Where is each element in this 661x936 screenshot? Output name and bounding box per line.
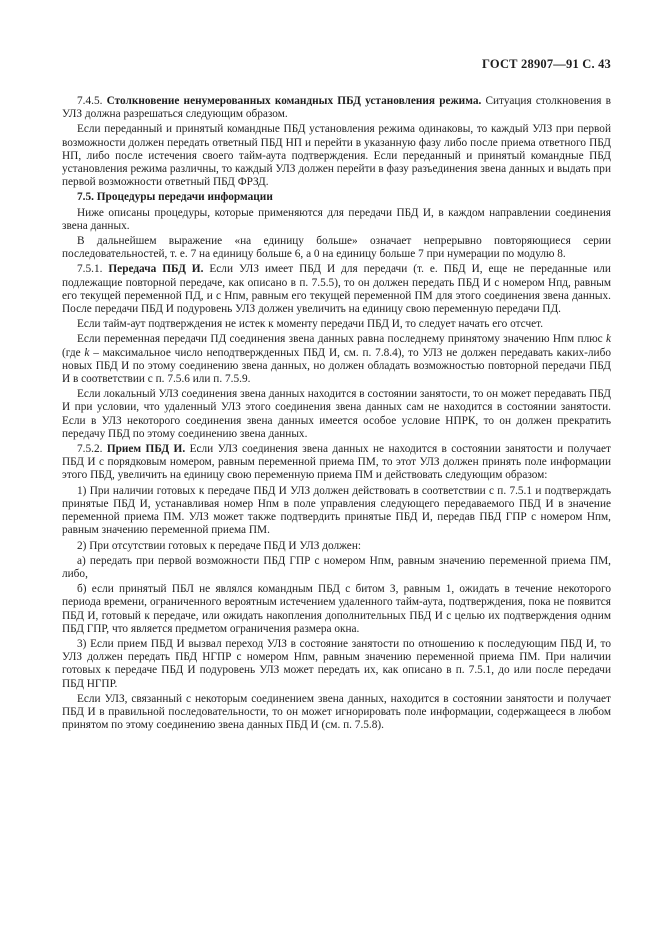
- clause-text: Если УЛЗ соединения звена данных не находится в состоянии занятости и получает ПБД И с порядковым номером, равным переменной приема ПМ, то этот УЛЗ должен принять поле информации этого ПБД, увеличить на единицу свою переменную приема ПМ и действовать следующим образом:: [62, 443, 611, 482]
- clause-title: Передача ПБД И.: [108, 263, 204, 276]
- paragraph: Если локальный УЛЗ соединения звена данных находится в состоянии занятости, то он может передавать ПБД И при условии, что удаленный УЛЗ этого соединения звена данных сам не находится в состоянии занятости. Если в УЛЗ некоторого соединения звена данных имеется особое условие НПРК, то он должен прекратить передачу ПБД по этому соединению звена данных.: [62, 388, 611, 440]
- paragraph: В дальнейшем выражение «на единицу больше» означает непрерывно повторяющиеся серии последовательностей, т. е. 7 на единицу больше 6, а 0 на единицу больше 7 при нумерации по модулю 8.: [62, 235, 611, 261]
- variable-k: k: [605, 333, 611, 346]
- paragraph-7-5-1: [62, 263, 611, 316]
- variable-k: k: [84, 346, 90, 359]
- paragraph: [62, 333, 611, 386]
- list-item-2b: б) если принятый ПБЛ не являлся командным ПБД с битом З, равным 1, ожидать в течение некоторого периода времени, ограниченного вероятным истечением удаленного тайм-аута, подтверждения, пока не появится ПБД И, готовый к передаче, или ожидать накопления дополнительных ПБД И с целью их подтверждения одним ПБД ГПР, что является предметом ограничения размера окна.: [62, 583, 611, 635]
- list-item-2a: а) передать при первой возможности ПБД ГПР с номером Нпм, равным значению переменной приема ПМ, либо,: [62, 554, 611, 580]
- paragraph-7-5-2: [62, 443, 611, 483]
- text-run: (где: [62, 346, 85, 359]
- paragraph: Если тайм-аут подтверждения не истек к моменту передачи ПБД И, то следует начать его отсчет.: [77, 318, 544, 331]
- text-run: Если переменная передачи ПД соединения звена данных равна последнему принятому значению Нпм плюс: [77, 333, 606, 346]
- paragraph: Если УЛЗ, связанный с некоторым соединением звена данных, находится в состоянии занятости и получает ПБД И в правильной последовательности, то он может игнорировать поле информации, содержащееся в любом принятом по этому соединению звена данных ПБД И (см. п. 7.5.8).: [62, 692, 611, 732]
- clause-number: 7.5.1.: [77, 263, 103, 276]
- document-body: [62, 95, 611, 734]
- paragraph-7-4-5: [62, 95, 611, 121]
- text-run: – максимальное число неподтвержденных ПБД И, см. п. 7.8.4), то УЛЗ не должен передавать каких-либо новых ПБД И по этому соединению звена данных, но должен обладать возможностью повторной передачи ПБД И в соответствии с п. 7.5.6 или п. 7.5.9.: [62, 346, 612, 386]
- page-header: ГОСТ 28907—91 С. 43: [482, 57, 611, 71]
- clause-number: 7.5.2.: [77, 443, 103, 456]
- list-item-1: 1) При наличии готовых к передаче ПБД И УЛЗ должен действовать в соответствии с п. 7.5.1 и подтверждать принятые ПБД И, устанавливая номер Нпм в поле управления следующего передаваемого ПБД И в значение переменной приема ПМ. УЛЗ может также подтвердить принятые ПБД И, передав ПБД ГПР с номером Нпм, равным значению переменной приема ПМ.: [62, 484, 611, 537]
- list-item-2: 2) При отсутствии готовых к передаче ПБД И УЛЗ должен:: [77, 539, 362, 552]
- clause-title: Столкновение ненумерованных командных ПБД установления режима.: [106, 95, 482, 107]
- list-item-3: 3) Если прием ПБД И вызвал переход УЛЗ в состояние занятости по отношению к последующим ПБД И, то УЛЗ должен передать ПБД НГПР с номером Нпм, равным значению переменной приема ПМ. При наличии готовых к передаче ПБД И подуровень УЛЗ может передать их, как описано в п. 7.5.1, до или после передачи ПБД НГПР.: [62, 637, 611, 690]
- paragraph: Если переданный и принятый командные ПБД установления режима одинаковы, то каждый УЛЗ при первой возможности должен передать ответный ПБД НП и перейти в указанную фазу либо после приема ответного ПБД НП, либо после истечения своего тайм-аута подтверждения. Если переданный и принятый командные ПБД установления режима различны, то каждый УЛЗ должен перейти в фазу разъединения звена данных и выдать при первой возможности ответный ПБД ФРЗД.: [62, 123, 611, 189]
- clause-text: Если УЛЗ имеет ПБД И для передачи (т. е. ПБД И, еще не переданные или подлежащие повторной передаче, как описано в п. 7.5.5), то он должен передать ПБД И с номером Нпд, равным его текущей переменной ПД, и с Нпм, равным его текущей переменной ПМ для этого соединения звена данных. После передачи ПБД И подуровень УЛЗ должен увеличить на единицу свою переменную передачи ПД.: [62, 263, 611, 316]
- section-heading-7-5: 7.5. Процедуры передачи информации: [77, 191, 273, 204]
- clause-title: Прием ПБД И.: [106, 443, 186, 456]
- paragraph: Ниже описаны процедуры, которые применяются для передачи ПБД И, в каждом направлении соединения звена данных.: [62, 206, 611, 232]
- clause-number: 7.4.5.: [77, 95, 103, 107]
- clause-text: Ситуация столкновения в УЛЗ должна разрешаться следующим образом.: [62, 95, 612, 121]
